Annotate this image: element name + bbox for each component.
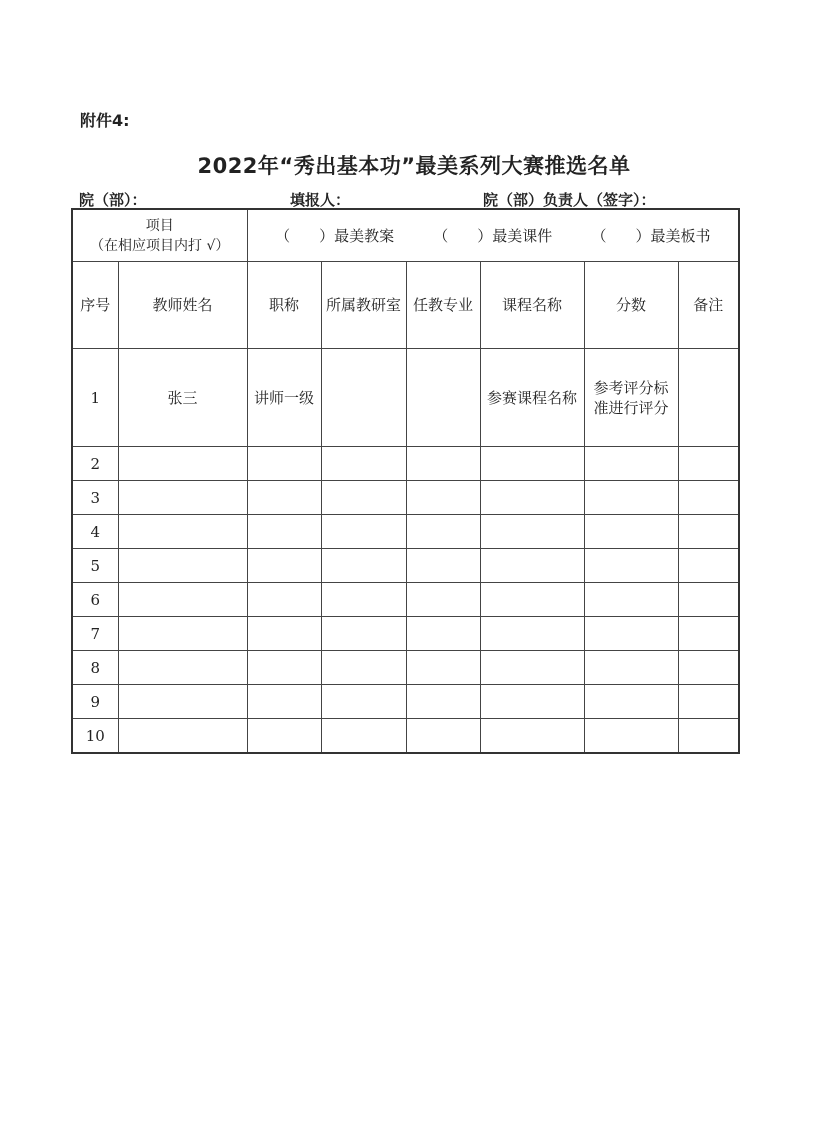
- score-cell[interactable]: [584, 651, 678, 685]
- header-cell: 序号: [72, 262, 118, 349]
- project-instruction: （在相应项目内打 √）: [90, 237, 230, 254]
- course-name-cell[interactable]: [480, 617, 584, 651]
- score-cell[interactable]: [584, 549, 678, 583]
- major-cell[interactable]: [406, 685, 480, 719]
- course-name-cell[interactable]: [480, 515, 584, 549]
- major-cell[interactable]: [406, 719, 480, 754]
- remarks-cell[interactable]: [678, 549, 739, 583]
- major-cell[interactable]: [406, 515, 480, 549]
- row-number: 10: [72, 719, 118, 754]
- score-cell[interactable]: [584, 515, 678, 549]
- major-cell[interactable]: [406, 549, 480, 583]
- table-row: [72, 447, 739, 481]
- remarks-cell[interactable]: [678, 349, 739, 447]
- major-cell[interactable]: [406, 583, 480, 617]
- title-cell[interactable]: [247, 583, 321, 617]
- teacher-name-cell[interactable]: [118, 481, 247, 515]
- attachment-label: 附件4:: [80, 111, 130, 130]
- row-number: 8: [72, 651, 118, 685]
- research-office-cell[interactable]: [321, 719, 406, 754]
- title-cell[interactable]: 讲师一级: [247, 349, 321, 447]
- table-row: [72, 515, 739, 549]
- remarks-cell[interactable]: [678, 685, 739, 719]
- score-cell[interactable]: [584, 481, 678, 515]
- title-cell[interactable]: [247, 651, 321, 685]
- research-office-cell[interactable]: [321, 481, 406, 515]
- score-cell[interactable]: [584, 719, 678, 754]
- teacher-name-cell[interactable]: 张三: [118, 349, 247, 447]
- title-cell[interactable]: [247, 447, 321, 481]
- table-row: [72, 719, 739, 754]
- option-best-blackboard[interactable]: （ ）最美板书: [591, 226, 711, 245]
- course-name-cell[interactable]: [480, 583, 584, 617]
- teacher-name-cell[interactable]: [118, 617, 247, 651]
- project-label: 项目: [145, 217, 174, 234]
- teacher-name-cell[interactable]: [118, 583, 247, 617]
- header-cell: 备注: [678, 262, 739, 349]
- course-name-cell[interactable]: [480, 481, 584, 515]
- title-cell[interactable]: [247, 549, 321, 583]
- row-number: 7: [72, 617, 118, 651]
- row-number: 2: [72, 447, 118, 481]
- remarks-cell[interactable]: [678, 719, 739, 754]
- teacher-name-cell[interactable]: [118, 685, 247, 719]
- option-best-lesson-plan[interactable]: （ ）最美教案: [275, 226, 395, 245]
- research-office-cell[interactable]: [321, 549, 406, 583]
- score-cell[interactable]: 参考评分标准进行评分: [584, 349, 678, 447]
- remarks-cell[interactable]: [678, 447, 739, 481]
- table-row: [72, 617, 739, 651]
- header-cell: 任教专业: [406, 262, 480, 349]
- project-options-cell: [247, 209, 739, 262]
- teacher-name-cell[interactable]: [118, 515, 247, 549]
- course-name-cell[interactable]: [480, 685, 584, 719]
- research-office-cell[interactable]: [321, 515, 406, 549]
- table-row: [72, 481, 739, 515]
- department-field-label: 院（部）：: [79, 191, 147, 209]
- score-cell[interactable]: [584, 583, 678, 617]
- research-office-cell[interactable]: [321, 651, 406, 685]
- page-title: 2022年“秀出基本功”最美系列大赛推选名单: [197, 154, 631, 178]
- title-cell[interactable]: [247, 719, 321, 754]
- title-cell[interactable]: [247, 685, 321, 719]
- research-office-cell[interactable]: [321, 617, 406, 651]
- row-number: 1: [72, 349, 118, 447]
- row-number: 9: [72, 685, 118, 719]
- major-cell[interactable]: [406, 481, 480, 515]
- row-number: 5: [72, 549, 118, 583]
- project-row: [72, 209, 739, 262]
- row-number: 6: [72, 583, 118, 617]
- course-name-cell[interactable]: 参赛课程名称: [480, 349, 584, 447]
- table-row: [72, 651, 739, 685]
- remarks-cell[interactable]: [678, 583, 739, 617]
- course-name-cell[interactable]: [480, 651, 584, 685]
- nomination-table: [71, 208, 740, 754]
- research-office-cell[interactable]: [321, 447, 406, 481]
- teacher-name-cell[interactable]: [118, 651, 247, 685]
- table-row: [72, 583, 739, 617]
- teacher-name-cell[interactable]: [118, 549, 247, 583]
- title-cell[interactable]: [247, 617, 321, 651]
- score-cell[interactable]: [584, 617, 678, 651]
- major-cell[interactable]: [406, 651, 480, 685]
- row-number: 4: [72, 515, 118, 549]
- research-office-cell[interactable]: [321, 583, 406, 617]
- course-name-cell[interactable]: [480, 549, 584, 583]
- option-best-courseware[interactable]: （ ）最美课件: [433, 226, 553, 245]
- research-office-cell[interactable]: [321, 685, 406, 719]
- major-cell[interactable]: [406, 617, 480, 651]
- header-cell: 职称: [247, 262, 321, 349]
- score-cell[interactable]: [584, 685, 678, 719]
- head-signature-label: 院（部）负责人（签字）：: [483, 191, 656, 209]
- header-row: [72, 262, 739, 349]
- table-row: [72, 349, 739, 447]
- project-label-cell: [72, 209, 247, 262]
- course-name-cell[interactable]: [480, 447, 584, 481]
- filler-field-label: 填报人：: [290, 191, 351, 209]
- remarks-cell[interactable]: [678, 651, 739, 685]
- remarks-cell[interactable]: [678, 515, 739, 549]
- teacher-name-cell[interactable]: [118, 719, 247, 754]
- teacher-name-cell[interactable]: [118, 447, 247, 481]
- major-cell[interactable]: [406, 349, 480, 447]
- header-cell: 课程名称: [480, 262, 584, 349]
- title-cell[interactable]: [247, 515, 321, 549]
- research-office-cell[interactable]: [321, 349, 406, 447]
- major-cell[interactable]: [406, 447, 480, 481]
- header-cell: 分数: [584, 262, 678, 349]
- remarks-cell[interactable]: [678, 617, 739, 651]
- row-number: 3: [72, 481, 118, 515]
- remarks-cell[interactable]: [678, 481, 739, 515]
- header-cell: 教师姓名: [118, 262, 247, 349]
- title-cell[interactable]: [247, 481, 321, 515]
- table-row: [72, 685, 739, 719]
- table-row: [72, 549, 739, 583]
- course-name-cell[interactable]: [480, 719, 584, 754]
- score-cell[interactable]: [584, 447, 678, 481]
- header-cell: 所属教研室: [321, 262, 406, 349]
